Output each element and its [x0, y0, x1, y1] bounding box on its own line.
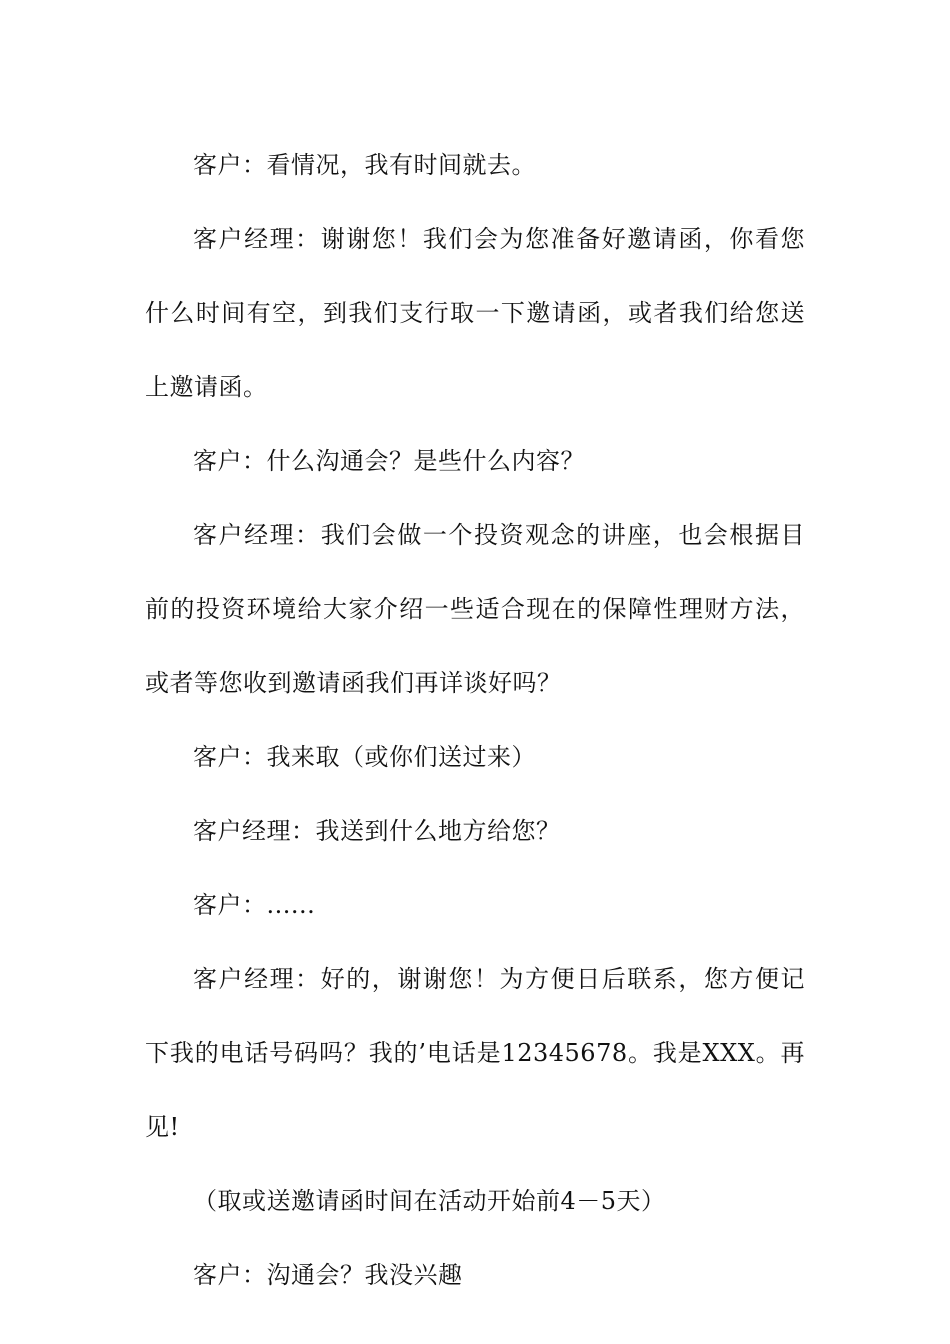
paragraph: 客户：我来取（或你们送过来） [193, 743, 536, 771]
paragraph: 客户经理：谢谢您！我们会为您准备好邀请函，你看您什么时间有空，到我们支行取一下邀请函，或者我们给您送上邀请函。 [145, 225, 805, 401]
paragraph: 客户经理：我送到什么地方给您？ [193, 817, 561, 845]
paragraph: 客户：...... [193, 891, 316, 919]
document-body [145, 128, 805, 1312]
paragraph: 客户：什么沟通会？是些什么内容？ [193, 447, 585, 475]
note-paragraph: （取或送邀请函时间在活动开始前4－5天） [193, 1187, 666, 1215]
paragraph: 客户：沟通会？我没兴趣 [193, 1261, 463, 1289]
paragraph: 客户经理：好的，谢谢您！为方便日后联系，您方便记下我的电话号码吗？我的’电话是12345678。我是XXX。再见! [145, 965, 805, 1141]
paragraph: 客户：看情况，我有时间就去。 [193, 151, 536, 179]
paragraph: 客户经理：我们会做一个投资观念的讲座，也会根据目前的投资环境给大家介绍一些适合现在的保障性理财方法，或者等您收到邀请函我们再详谈好吗？ [145, 521, 805, 697]
